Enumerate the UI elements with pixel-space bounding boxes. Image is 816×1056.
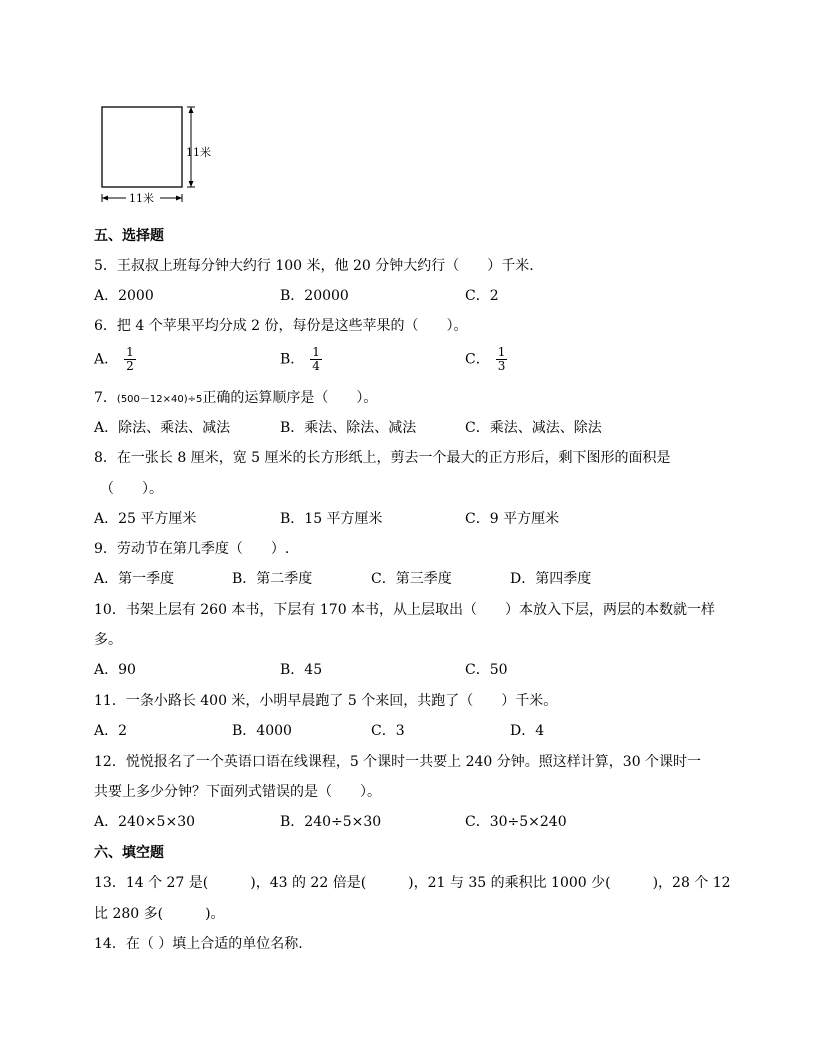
q7-expression: (500－12×40)÷5	[116, 394, 203, 405]
q8-option-a[interactable]: A．25 平方厘米	[94, 511, 197, 527]
bottom-length-label: 11米	[129, 192, 154, 205]
question-8-stem-line2: （ ）。	[100, 481, 163, 497]
fraction: $\frac{1}{2}$	[126, 345, 134, 373]
q6-option-c-label: C．	[465, 351, 490, 368]
square-shape	[102, 107, 182, 187]
q11-option-c[interactable]: C．3	[371, 723, 405, 739]
q12-option-b[interactable]: B．240÷5×30	[280, 814, 382, 830]
question-11-stem: 11．一条小路长 400 米，小明早晨跑了 5 个来回，共跑了（ ）千米。	[94, 693, 558, 709]
q12-option-c[interactable]: C．30÷5×240	[465, 814, 567, 830]
q5-option-c[interactable]: C．2	[465, 288, 499, 304]
q7-number: 7．	[94, 390, 117, 406]
q11-option-b[interactable]: B．4000	[232, 723, 292, 739]
section-5-heading: 五、选择题	[94, 228, 164, 244]
question-12-stem-line1: 12．悦悦报名了一个英语口语在线课程，5 个课时一共要上 240 分钟。照这样计算，30 个课时一	[94, 754, 702, 770]
question-13-line2: 比 280 多( )。	[94, 906, 225, 922]
q6-option-a-label: A．	[94, 351, 119, 368]
bottom-arrow-left	[102, 196, 108, 201]
question-10-stem-line1: 10．书架上层有 260 本书，下层有 170 本书，从上层取出（ ）本放入下层，两层的本数就一样	[94, 602, 716, 618]
q9-option-c[interactable]: C．第三季度	[371, 571, 452, 587]
bottom-arrow-right	[176, 196, 182, 201]
section-6-heading: 六、填空题	[94, 845, 164, 861]
q6-option-a[interactable]	[94, 346, 136, 373]
question-13-line1: 13．14 个 27 是( )，43 的 22 倍是( )，21 与 35 的乘积比 1000 少( )，28 个 12	[94, 875, 731, 891]
question-9-stem: 9．劳动节在第几季度（ ）.	[94, 541, 290, 557]
q9-option-b[interactable]: B．第二季度	[232, 571, 313, 587]
q8-option-b[interactable]: B．15 平方厘米	[280, 511, 383, 527]
q5-option-b[interactable]: B．20000	[280, 288, 349, 304]
q6-option-b[interactable]	[280, 346, 322, 373]
q12-option-a[interactable]: A．240×5×30	[94, 814, 196, 830]
q7-option-a[interactable]: A．除法、乘法、减法	[94, 420, 231, 436]
question-5-stem: 5．王叔叔上班每分钟大约行 100 米，他 20 分钟大约行（ ）千米.	[94, 258, 534, 274]
q8-option-c[interactable]: C．9 平方厘米	[465, 511, 560, 527]
q7-option-c[interactable]: C．乘法、减法、除法	[465, 420, 602, 436]
q11-option-d[interactable]: D．4	[510, 723, 545, 739]
question-12-stem-line2: 共要上多少分钟？下面列式错误的是（ ）。	[94, 784, 381, 800]
fraction: $\frac{1}{3}$	[497, 345, 506, 373]
q7-stem-text: 正确的运算顺序是（ ）。	[202, 390, 378, 406]
side-arrow-bottom	[189, 181, 194, 187]
q10-option-b[interactable]: B．45	[280, 662, 323, 678]
q7-option-b[interactable]: B．乘法、除法、减法	[280, 420, 417, 436]
q11-option-a[interactable]: A．2	[94, 723, 128, 739]
q10-option-a[interactable]: A．90	[94, 662, 136, 678]
q6-option-b-label: B．	[280, 351, 305, 368]
side-length-label: 11米	[186, 146, 211, 159]
q5-option-a[interactable]: A．2000	[94, 288, 154, 304]
fraction: $\frac{1}{4}$	[312, 345, 320, 373]
q6-option-c[interactable]	[465, 346, 507, 373]
question-8-stem-line1: 8．在一张长 8 厘米，宽 5 厘米的长方形纸上，剪去一个最大的正方形后，剩下图形的面积是	[94, 450, 671, 466]
q9-option-d[interactable]: D．第四季度	[510, 571, 592, 587]
question-7-stem	[94, 388, 377, 410]
side-arrow-top	[189, 107, 194, 113]
q10-option-c[interactable]: C．50	[465, 662, 508, 678]
question-6-stem: 6．把 4 个苹果平均分成 2 份，每份是这些苹果的（ ）。	[94, 318, 468, 334]
question-14-stem: 14．在（ ）填上合适的单位名称.	[94, 936, 303, 952]
square-figure	[94, 100, 224, 210]
question-10-stem-line2: 多。	[94, 632, 122, 648]
q9-option-a[interactable]: A．第一季度	[94, 571, 175, 587]
